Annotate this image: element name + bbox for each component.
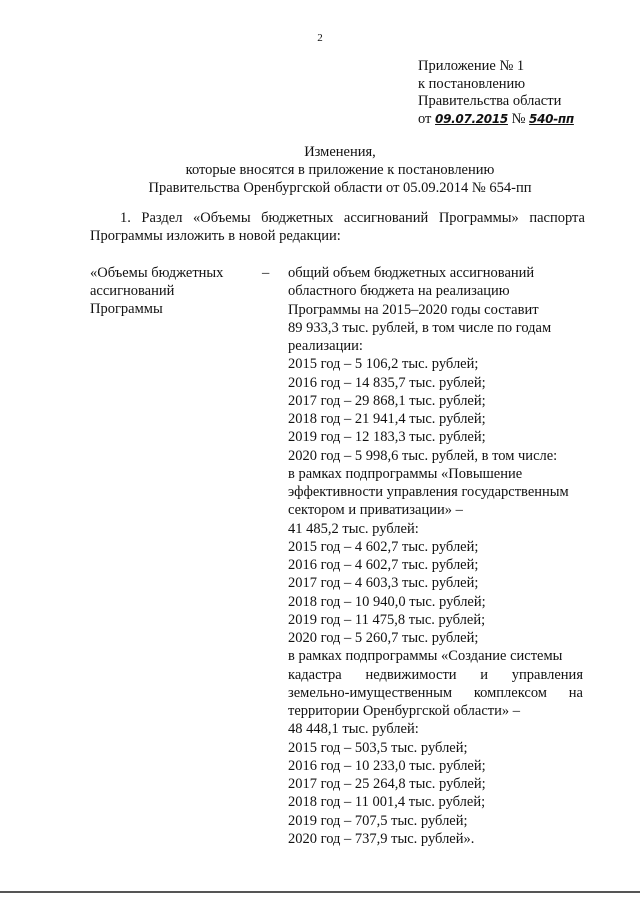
section-label-line: ассигнований [90, 283, 175, 299]
from-label: от [418, 110, 432, 127]
funding-line: 2017 год – 29 868,1 тыс. рублей; [288, 392, 486, 409]
funding-details [288, 264, 583, 848]
section-label-line: «Объемы бюджетных [90, 265, 224, 281]
funding-line: территории Оренбургской области» – [288, 703, 520, 719]
funding-line: 2017 год – 4 603,3 тыс. рублей; [288, 575, 479, 592]
funding-line: 48 448,1 тыс. рублей: [288, 721, 419, 738]
funding-line: в рамках подпрограммы «Создание системы [288, 648, 563, 665]
funding-line: 2019 год – 11 475,8 тыс. рублей; [288, 611, 486, 628]
funding-line: 2015 год – 4 602,7 тыс. рублей; [288, 538, 479, 555]
funding-line: 2019 год – 707,5 тыс. рублей; [288, 812, 468, 829]
appendix-line-government: Правительства области [418, 93, 562, 109]
appendix-title: Приложение № 1 [418, 58, 525, 74]
funding-line: кадастра недвижимости и управления [288, 666, 583, 683]
intro-line-2: Программы изложить в новой редакции: [90, 227, 341, 244]
heading-reference: Правительства Оренбургской области от 05.09.2014 № 654-пп [148, 180, 532, 196]
funding-line: областного бюджета на реализацию [288, 283, 510, 300]
intro-paragraph [90, 210, 585, 245]
scan-bottom-edge [0, 891, 640, 893]
funding-line: общий объем бюджетных ассигнований [288, 265, 535, 281]
funding-line: земельно-имущественным комплексом на [288, 684, 583, 701]
funding-line: 2018 год – 10 940,0 тыс. рублей; [288, 593, 486, 610]
funding-line: 2018 год – 21 941,4 тыс. рублей; [288, 411, 486, 427]
document-heading [60, 143, 620, 197]
funding-line: 2020 год – 5 998,6 тыс. рублей, в том числе: [288, 447, 558, 464]
appendix-line-resolution: к постановлению [418, 75, 526, 92]
funding-line: 2017 год – 25 264,8 тыс. рублей; [288, 776, 486, 792]
intro-line-1: 1. Раздел «Объемы бюджетных ассигнований Программы» паспорта [120, 210, 585, 226]
funding-line: 2019 год – 12 183,3 тыс. рублей; [288, 429, 486, 446]
funding-line: 2016 год – 14 835,7 тыс. рублей; [288, 374, 486, 391]
funding-line: Программы на 2015–2020 годы составит [288, 301, 539, 318]
funding-line: 2015 год – 5 106,2 тыс. рублей; [288, 356, 479, 373]
heading-subtitle: которые вносятся в приложение к постановлению [185, 162, 495, 178]
appendix-block [418, 58, 633, 128]
funding-line: 2015 год – 503,5 тыс. рублей; [288, 739, 468, 756]
heading-title: Изменения, [304, 144, 376, 160]
funding-line: 2020 год – 737,9 тыс. рублей». [288, 830, 475, 847]
funding-line: 41 485,2 тыс. рублей: [288, 520, 419, 537]
funding-line: 2016 год – 4 602,7 тыс. рублей; [288, 557, 479, 573]
section-label-line: Программы [90, 301, 163, 317]
funding-line: эффективности управления государственным [288, 484, 569, 500]
section-label [90, 264, 240, 318]
funding-line: реализации: [288, 338, 363, 354]
funding-line: 2016 год – 10 233,0 тыс. рублей; [288, 757, 486, 774]
funding-line: в рамках подпрограммы «Повышение [288, 465, 523, 482]
appendix-date-line [418, 111, 633, 129]
handwritten-number: 540-пп [529, 111, 574, 126]
funding-line: 2018 год – 11 001,4 тыс. рублей; [288, 794, 486, 811]
handwritten-date: 09.07.2015 [435, 111, 508, 126]
column-separator-dash: – [262, 265, 270, 281]
funding-line: сектором и приватизации» – [288, 502, 463, 519]
page-number: 2 [317, 32, 323, 44]
funding-line: 89 933,3 тыс. рублей, в том числе по годам [288, 319, 552, 336]
funding-line: 2020 год – 5 260,7 тыс. рублей; [288, 630, 479, 646]
number-label: № [511, 110, 526, 127]
